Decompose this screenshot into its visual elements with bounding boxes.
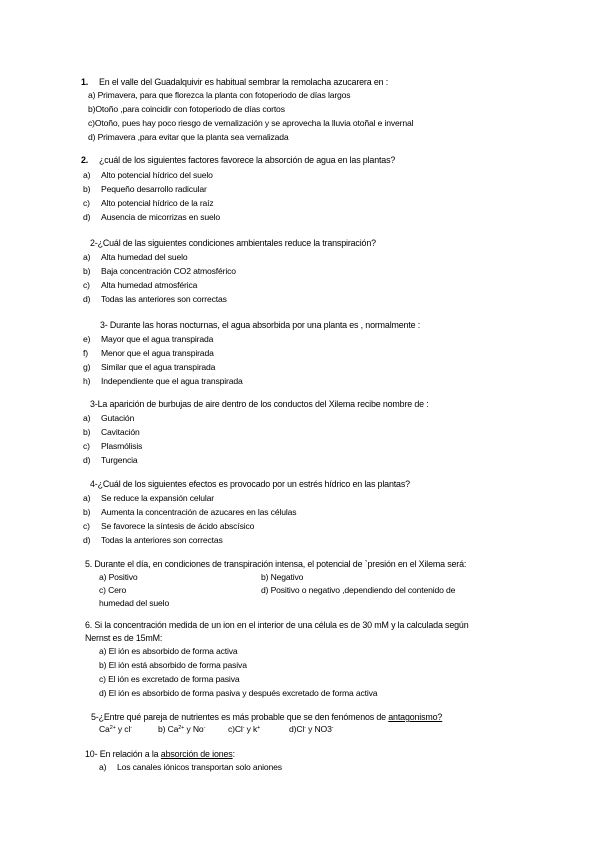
option: f) Menor que el agua transpirada: [83, 348, 214, 358]
question-1: [81, 77, 388, 88]
question-text: 5. Durante el día, en condiciones de transpiración intensa, el potencial de `presión en el Xilema será:: [85, 559, 467, 569]
option: b)Otoño ,para coincidir con fotoperiodo de días cortos: [88, 104, 285, 114]
underlined-term: antagonismo?: [388, 712, 443, 722]
question-text: 2-¿Cuál de las siguientes condiciones ambientales reduce la transpiración?: [90, 238, 376, 248]
option: b) Baja concentración CO2 atmosférico: [83, 266, 236, 276]
option: a) Alto potencial hídrico del suelo: [83, 170, 213, 180]
option: c)Cl- y k+: [228, 724, 261, 734]
option: a) Los canales iónicos transportan solo aniones: [99, 762, 282, 772]
option: d) Turgencia: [83, 455, 138, 465]
option: d) Todas las anteriores son correctas: [83, 294, 227, 304]
option: a) Alta humedad del suelo: [83, 252, 188, 262]
option: b) Pequeño desarrollo radicular: [83, 184, 207, 194]
option: c) El ión es excretado de forma pasiva: [99, 674, 240, 684]
question-number: 1.: [81, 77, 89, 87]
option: d) Primavera ,para evitar que la planta sea vernalizada: [88, 132, 289, 142]
question-number: 2.: [81, 155, 89, 165]
option: c) Cero: [99, 585, 127, 595]
option: c) Alta humedad atmosférica: [83, 280, 198, 290]
option: b) Negativo: [261, 572, 304, 582]
question-text: 4-¿Cuál de los siguientes efectos es provocado por un estrés hídrico en las plantas?: [90, 479, 410, 489]
question-2: [81, 155, 395, 166]
option: d)Cl- y NO3-: [289, 724, 334, 734]
option: d) Todas la anteriores son correctas: [83, 535, 223, 545]
option-continuation: humedad del suelo: [99, 598, 170, 608]
option: b) El ión está absorbido de forma pasiva: [99, 660, 247, 670]
option: c)Otoño, pues hay poco riesgo de vernalización y se aprovecha la lluvia otoñal e invernal: [88, 118, 414, 128]
question-text: 6. Si la concentración medida de un ion en el interior de una célula es de 30 mM y la calculada según: [85, 620, 469, 630]
option: c) Alto potencial hídrico de la raíz: [83, 198, 214, 208]
option: a) Gutación: [83, 413, 135, 423]
option: d) Ausencia de micorrizas en suelo: [83, 212, 221, 222]
option: a) Positivo: [99, 572, 138, 582]
question-text-continuation: Nernst es de 15mM:: [85, 633, 163, 643]
option: d) Positivo o negativo ,dependiendo del contenido de: [261, 585, 456, 595]
option: e) Mayor que el agua transpirada: [83, 334, 214, 344]
question-text: 5-¿Entre qué pareja de nutrientes es más probable que se den fenómenos de antagonismo?: [91, 712, 443, 722]
question-text: ¿cuál de los siguientes factores favorece la absorción de agua en las plantas?: [99, 155, 396, 165]
option: h) Independiente que el agua transpirada: [83, 376, 243, 386]
option: b) $Ca^{2+}$ y No-: [158, 724, 206, 734]
question-text: 10- En relación a la absorción de iones:: [85, 749, 235, 759]
option: a) Primavera, para que florezca la planta con fotoperiodo de días largos: [88, 90, 351, 100]
question-text: En el valle del Guadalquivir es habitual sembrar la remolacha azucarera en :: [99, 77, 389, 87]
option: b) Aumenta la concentración de azucares en las células: [83, 507, 297, 517]
option: a) El ión es absorbido de forma activa: [99, 646, 238, 656]
option: g) Similar que el agua transpirada: [83, 362, 216, 372]
option: b) Cavitación: [83, 427, 140, 437]
option: c) Plasmólisis: [83, 441, 143, 451]
option: c) Se favorece la síntesis de ácido abscísico: [83, 521, 255, 531]
option: $Ca^{2+}$ y cl-: [99, 724, 132, 734]
option: d) El ión es absorbido de forma pasiva y después excretado de forma activa: [99, 688, 378, 698]
underlined-term: absorción de iones: [160, 749, 233, 759]
question-text: 3-La aparición de burbujas de aire dentro de los conductos del Xilema recibe nombre de :: [90, 399, 429, 409]
question-text: 3- Durante las horas nocturnas, el agua absorbida por una planta es , normalmente :: [100, 320, 421, 330]
option: a) Se reduce la expansión celular: [83, 493, 215, 503]
